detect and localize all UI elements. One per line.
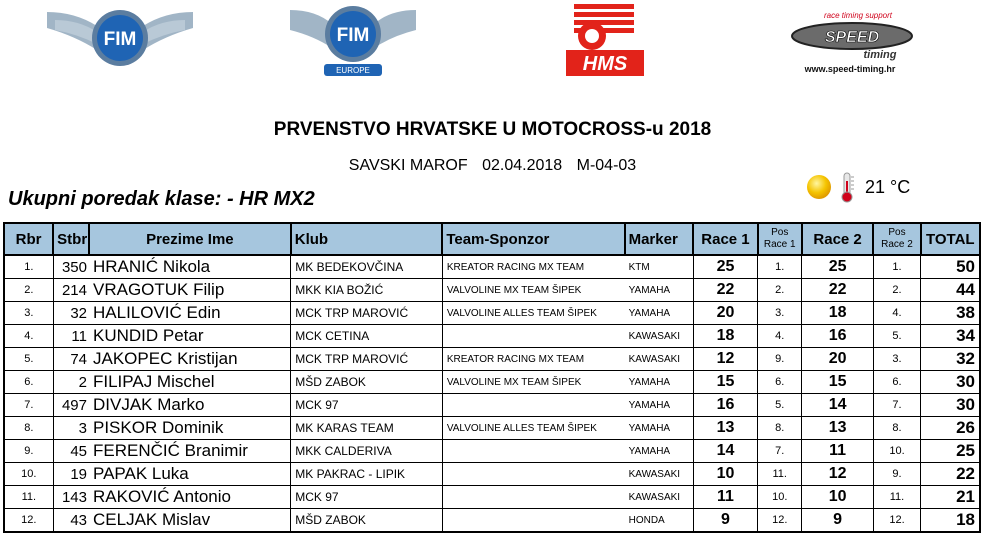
- row-rank: 2.: [4, 279, 53, 302]
- row-total-points: 26: [921, 417, 980, 440]
- row-total-points: 34: [921, 325, 980, 348]
- row-race2-points: 11: [802, 440, 874, 463]
- row-club: MŠD ZABOK: [291, 371, 443, 394]
- row-team-sponsor: VALVOLINE ALLES TEAM ŠIPEK: [442, 417, 624, 440]
- row-race1-position: 3.: [758, 302, 802, 325]
- row-rank: 8.: [4, 417, 53, 440]
- row-marker: YAMAHA: [625, 440, 694, 463]
- table-row: [4, 394, 980, 417]
- row-club: MK PAKRAC - LIPIK: [291, 463, 443, 486]
- row-rank: 3.: [4, 302, 53, 325]
- col-klub: Klub: [291, 223, 443, 255]
- row-race1-points: 16: [693, 394, 758, 417]
- row-race2-points: 15: [802, 371, 874, 394]
- row-rider-name: HRANIĆ Nikola: [89, 255, 291, 279]
- row-start-number: 43: [53, 509, 89, 533]
- row-race1-position: 8.: [758, 417, 802, 440]
- row-marker: YAMAHA: [625, 371, 694, 394]
- col-pos-race2: [873, 223, 920, 255]
- table-row: [4, 486, 980, 509]
- row-team-sponsor: VALVOLINE MX TEAM ŠIPEK: [442, 371, 624, 394]
- row-marker: YAMAHA: [625, 417, 694, 440]
- col-pos-race2-bottom: Race 2: [881, 239, 913, 250]
- row-rank: 7.: [4, 394, 53, 417]
- row-race1-position: 2.: [758, 279, 802, 302]
- row-race1-position: 6.: [758, 371, 802, 394]
- row-race2-position: 9.: [873, 463, 920, 486]
- speed-logo-top: race timing support: [823, 11, 893, 20]
- row-marker: HONDA: [625, 509, 694, 533]
- table-row: [4, 255, 980, 279]
- row-race1-points: 13: [693, 417, 758, 440]
- col-team: Team-Sponzor: [442, 223, 624, 255]
- row-race1-points: 12: [693, 348, 758, 371]
- row-start-number: 350: [53, 255, 89, 279]
- row-rank: 11.: [4, 486, 53, 509]
- col-pos-race1-bottom: Race 1: [763, 239, 796, 250]
- col-pos-race1-top: Pos: [771, 227, 789, 238]
- table-row: [4, 440, 980, 463]
- fim-europe-logo: [288, 2, 418, 80]
- thermometer-icon: [839, 171, 855, 203]
- col-race1: Race 1: [693, 223, 758, 255]
- row-club: MCK TRP MAROVIĆ: [291, 302, 443, 325]
- hms-logo-text: HMS: [582, 53, 628, 75]
- row-race2-points: 9: [802, 509, 874, 533]
- table-row: [4, 279, 980, 302]
- speed-logo-url: www.speed-timing.hr: [804, 64, 896, 74]
- row-race2-position: 10.: [873, 440, 920, 463]
- row-team-sponsor: [442, 325, 624, 348]
- event-code: M-04-03: [576, 157, 637, 174]
- row-marker: YAMAHA: [625, 394, 694, 417]
- row-marker: KTM: [625, 255, 694, 279]
- table-row: [4, 302, 980, 325]
- row-rank: 10.: [4, 463, 53, 486]
- row-rank: 1.: [4, 255, 53, 279]
- row-rider-name: DIVJAK Marko: [89, 394, 291, 417]
- row-rider-name: HALILOVIĆ Edin: [89, 302, 291, 325]
- fim-logo-text: FIM: [103, 29, 137, 50]
- row-rider-name: PISKOR Dominik: [89, 417, 291, 440]
- row-rider-name: RAKOVIĆ Antonio: [89, 486, 291, 509]
- temperature: 21 °C: [865, 176, 911, 197]
- row-club: MŠD ZABOK: [291, 509, 443, 533]
- table-row: [4, 371, 980, 394]
- row-start-number: 214: [53, 279, 89, 302]
- event-date: 02.04.2018: [482, 157, 563, 174]
- row-race2-points: 18: [802, 302, 874, 325]
- col-total: TOTAL: [921, 223, 980, 255]
- row-rider-name: JAKOPEC Kristijan: [89, 348, 291, 371]
- row-team-sponsor: [442, 486, 624, 509]
- col-race2: Race 2: [802, 223, 874, 255]
- col-pos-race2-top: Pos: [888, 227, 906, 238]
- row-race2-points: 25: [802, 255, 874, 279]
- row-rider-name: FERENČIĆ Branimir: [89, 440, 291, 463]
- row-race1-points: 14: [693, 440, 758, 463]
- speed-logo-sub: timing: [863, 49, 897, 61]
- row-race2-position: 3.: [873, 348, 920, 371]
- row-marker: YAMAHA: [625, 302, 694, 325]
- table-header: [4, 223, 980, 255]
- row-race1-position: 7.: [758, 440, 802, 463]
- row-total-points: 50: [921, 255, 980, 279]
- row-club: MKK KIA BOŽIĆ: [291, 279, 443, 302]
- row-total-points: 38: [921, 302, 980, 325]
- row-start-number: 19: [53, 463, 89, 486]
- row-total-points: 30: [921, 394, 980, 417]
- row-race1-points: 20: [693, 302, 758, 325]
- table-row: [4, 325, 980, 348]
- fim-europe-logo-text: FIM: [336, 25, 370, 46]
- row-club: MK BEDEKOVČINA: [291, 255, 443, 279]
- row-race1-position: 1.: [758, 255, 802, 279]
- table-row: [4, 509, 980, 533]
- row-rank: 5.: [4, 348, 53, 371]
- row-total-points: 25: [921, 440, 980, 463]
- col-rbr: Rbr: [4, 223, 53, 255]
- row-team-sponsor: [442, 440, 624, 463]
- row-team-sponsor: VALVOLINE ALLES TEAM ŠIPEK: [442, 302, 624, 325]
- event-venue: SAVSKI MAROF: [348, 157, 468, 174]
- fim-europe-sub-text: EUROPE: [336, 66, 370, 75]
- row-race2-points: 14: [802, 394, 874, 417]
- row-start-number: 2: [53, 371, 89, 394]
- row-rider-name: CELJAK Mislav: [89, 509, 291, 533]
- row-total-points: 44: [921, 279, 980, 302]
- sun-icon: [805, 173, 833, 201]
- row-race1-points: 25: [693, 255, 758, 279]
- row-race1-points: 10: [693, 463, 758, 486]
- row-rank: 9.: [4, 440, 53, 463]
- row-start-number: 11: [53, 325, 89, 348]
- col-pos-race1: [758, 223, 802, 255]
- weather-info: [805, 172, 910, 202]
- row-club: MCK CETINA: [291, 325, 443, 348]
- row-race1-position: 4.: [758, 325, 802, 348]
- row-team-sponsor: KREATOR RACING MX TEAM: [442, 255, 624, 279]
- row-team-sponsor: KREATOR RACING MX TEAM: [442, 348, 624, 371]
- row-race2-position: 7.: [873, 394, 920, 417]
- logo-bar: [0, 0, 985, 82]
- row-rank: 6.: [4, 371, 53, 394]
- row-race2-points: 20: [802, 348, 874, 371]
- page-title: PRVENSTVO HRVATSKE U MOTOCROSS-u 2018: [273, 119, 712, 140]
- col-marker: Marker: [625, 223, 694, 255]
- row-total-points: 21: [921, 486, 980, 509]
- row-club: MKK CALDERIVA: [291, 440, 443, 463]
- row-race2-position: 6.: [873, 371, 920, 394]
- row-race2-points: 12: [802, 463, 874, 486]
- row-rank: 12.: [4, 509, 53, 533]
- row-total-points: 30: [921, 371, 980, 394]
- col-name: Prezime Ime: [89, 223, 291, 255]
- row-race1-points: 18: [693, 325, 758, 348]
- row-club: MK KARAS TEAM: [291, 417, 443, 440]
- row-total-points: 18: [921, 509, 980, 533]
- row-team-sponsor: VALVOLINE MX TEAM ŠIPEK: [442, 279, 624, 302]
- table-row: [4, 463, 980, 486]
- row-race2-position: 4.: [873, 302, 920, 325]
- row-race2-position: 11.: [873, 486, 920, 509]
- row-race2-position: 2.: [873, 279, 920, 302]
- row-race1-points: 11: [693, 486, 758, 509]
- row-club: MCK TRP MAROVIĆ: [291, 348, 443, 371]
- row-start-number: 143: [53, 486, 89, 509]
- table-row: [4, 348, 980, 371]
- row-rank: 4.: [4, 325, 53, 348]
- row-race2-points: 16: [802, 325, 874, 348]
- row-team-sponsor: [442, 394, 624, 417]
- row-start-number: 74: [53, 348, 89, 371]
- row-race1-position: 11.: [758, 463, 802, 486]
- row-race1-position: 10.: [758, 486, 802, 509]
- results-table: [3, 222, 981, 533]
- row-marker: YAMAHA: [625, 279, 694, 302]
- row-marker: KAWASAKI: [625, 348, 694, 371]
- class-heading: Ukupni poredak klase: - HR MX2: [8, 188, 315, 210]
- table-row: [4, 417, 980, 440]
- row-club: MCK 97: [291, 394, 443, 417]
- row-team-sponsor: [442, 463, 624, 486]
- row-club: MCK 97: [291, 486, 443, 509]
- row-start-number: 32: [53, 302, 89, 325]
- speed-logo-main: SPEED: [824, 29, 880, 46]
- speed-timing-logo: [780, 8, 925, 76]
- row-team-sponsor: [442, 509, 624, 533]
- row-marker: KAWASAKI: [625, 486, 694, 509]
- row-race1-points: 15: [693, 371, 758, 394]
- row-race1-position: 12.: [758, 509, 802, 533]
- row-race1-points: 9: [693, 509, 758, 533]
- row-rider-name: FILIPAJ Mischel: [89, 371, 291, 394]
- row-race2-position: 5.: [873, 325, 920, 348]
- row-race1-points: 22: [693, 279, 758, 302]
- row-rider-name: PAPAK Luka: [89, 463, 291, 486]
- row-rider-name: KUNDID Petar: [89, 325, 291, 348]
- row-marker: KAWASAKI: [625, 463, 694, 486]
- row-rider-name: VRAGOTUK Filip: [89, 279, 291, 302]
- fim-logo: [45, 6, 195, 70]
- row-race2-position: 8.: [873, 417, 920, 440]
- row-race2-points: 10: [802, 486, 874, 509]
- hms-logo: [566, 0, 644, 76]
- row-race2-position: 12.: [873, 509, 920, 533]
- row-start-number: 3: [53, 417, 89, 440]
- col-stbr: Stbr: [53, 223, 89, 255]
- row-total-points: 22: [921, 463, 980, 486]
- row-marker: KAWASAKI: [625, 325, 694, 348]
- row-total-points: 32: [921, 348, 980, 371]
- row-race1-position: 5.: [758, 394, 802, 417]
- row-race2-points: 13: [802, 417, 874, 440]
- row-race1-position: 9.: [758, 348, 802, 371]
- row-race2-position: 1.: [873, 255, 920, 279]
- row-race2-points: 22: [802, 279, 874, 302]
- row-start-number: 497: [53, 394, 89, 417]
- row-start-number: 45: [53, 440, 89, 463]
